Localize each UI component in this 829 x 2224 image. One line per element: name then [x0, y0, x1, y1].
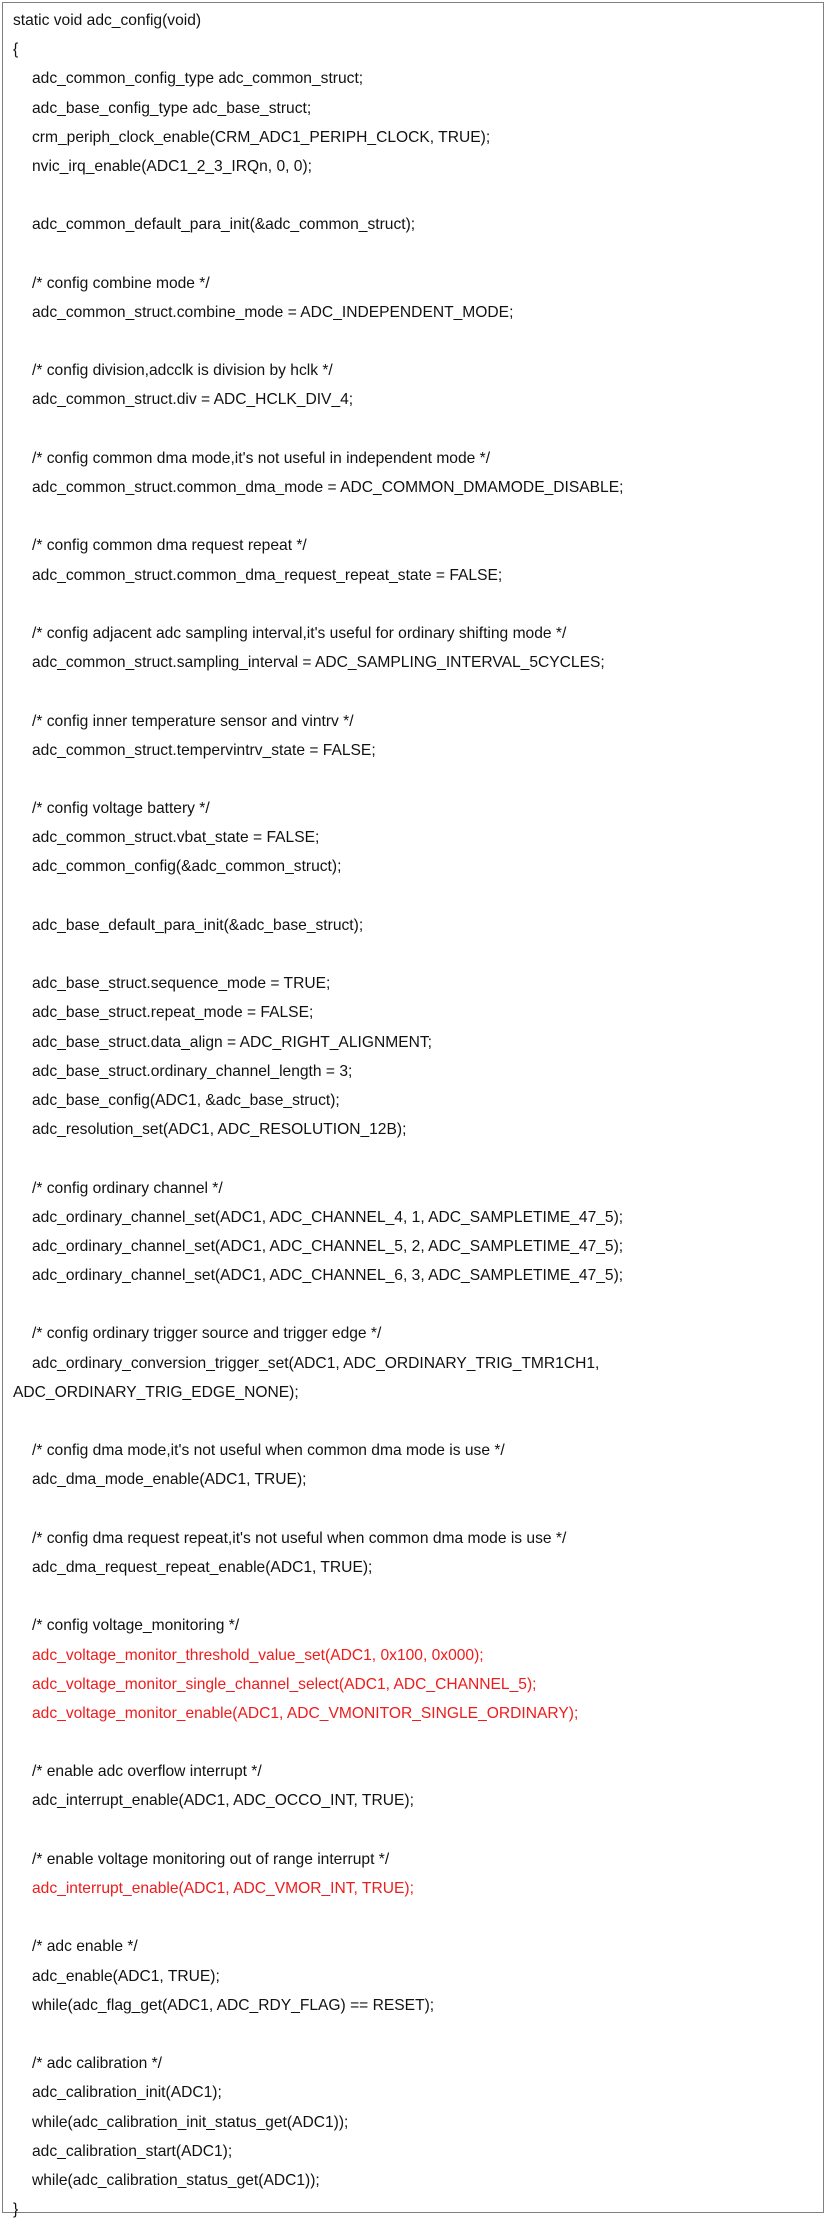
code-line	[3, 327, 823, 356]
code-line: adc_enable(ADC1, TRUE);	[32, 1967, 220, 1985]
code-line: adc_common_struct.sampling_interval = ADC_SAMPLING_INTERVAL_5CYCLES;	[32, 654, 605, 672]
code-line	[3, 1816, 823, 1845]
code-line: while(adc_flag_get(ADC1, ADC_RDY_FLAG) == RESET);	[32, 1996, 435, 2014]
code-line: /* config voltage_monitoring */	[32, 1617, 240, 1635]
code-line: adc_resolution_set(ADC1, ADC_RESOLUTION_12B);	[32, 1121, 407, 1139]
code-line: /* enable voltage monitoring out of range interrupt */	[32, 1850, 390, 1868]
code-line-highlighted: adc_voltage_monitor_single_channel_select(ADC1, ADC_CHANNEL_5);	[32, 1675, 537, 1693]
code-line: nvic_irq_enable(ADC1_2_3_IRQn, 0, 0);	[32, 157, 312, 175]
code-line: adc_common_struct.common_dma_request_repeat_state = FALSE;	[32, 566, 503, 584]
code-lines	[3, 6, 823, 2224]
code-line: /* config inner temperature sensor and vintrv */	[32, 712, 354, 730]
code-line: /* config common dma mode,it's not useful in independent mode */	[32, 449, 491, 467]
code-line: adc_common_struct.combine_mode = ADC_INDEPENDENT_MODE;	[32, 303, 514, 321]
code-line: /* config dma mode,it's not useful when common dma mode is use */	[32, 1442, 505, 1460]
code-line: adc_common_struct.common_dma_mode = ADC_COMMON_DMAMODE_DISABLE;	[32, 479, 624, 496]
code-line: adc_common_config_type adc_common_struct;	[32, 70, 364, 88]
code-line: /* config adjacent adc sampling interval,it's useful for ordinary shifting mode */	[32, 624, 567, 642]
code-line: adc_ordinary_channel_set(ADC1, ADC_CHANNEL_4, 1, ADC_SAMPLETIME_47_5);	[32, 1208, 624, 1226]
code-line: adc_base_struct.ordinary_channel_length = 3;	[32, 1062, 353, 1080]
code-line: /* config common dma request repeat */	[32, 537, 307, 555]
code-line: adc_common_struct.div = ADC_HCLK_DIV_4;	[32, 391, 354, 409]
code-line: /* adc enable */	[32, 1938, 138, 1956]
code-line	[3, 590, 823, 619]
code-line-highlighted: adc_interrupt_enable(ADC1, ADC_VMOR_INT, TRUE);	[32, 1880, 414, 1897]
code-line-highlighted: adc_voltage_monitor_enable(ADC1, ADC_VMONITOR_SINGLE_ORDINARY);	[32, 1704, 579, 1722]
code-line	[3, 502, 823, 531]
code-line: adc_common_struct.vbat_state = FALSE;	[32, 829, 320, 847]
code-line	[3, 1582, 823, 1611]
code-line: /* config ordinary trigger source and trigger edge */	[32, 1325, 382, 1343]
code-line: ADC_ORDINARY_TRIG_EDGE_NONE);	[13, 1383, 299, 1401]
code-line: /* config dma request repeat,it's not useful when common dma mode is use */	[32, 1529, 567, 1547]
code-line	[3, 181, 823, 210]
code-line	[3, 1903, 823, 1932]
code-line: adc_calibration_init(ADC1);	[32, 2084, 222, 2102]
code-line: adc_common_struct.tempervintrv_state = FALSE;	[32, 741, 376, 759]
code-line-highlighted: adc_voltage_monitor_threshold_value_set(ADC1, 0x100, 0x000);	[32, 1646, 484, 1664]
code-line: adc_calibration_start(ADC1);	[32, 2142, 233, 2160]
code-line: adc_ordinary_channel_set(ADC1, ADC_CHANNEL_6, 3, ADC_SAMPLETIME_47_5);	[32, 1267, 624, 1285]
code-line	[3, 1290, 823, 1319]
code-line	[3, 1144, 823, 1173]
code-line: adc_base_config(ADC1, &adc_base_struct);	[32, 1091, 340, 1109]
code-line: {	[13, 41, 19, 59]
code-line: /* config ordinary channel */	[32, 1179, 223, 1197]
code-line	[3, 1407, 823, 1436]
code-line	[3, 240, 823, 269]
code-line: adc_ordinary_conversion_trigger_set(ADC1, ADC_ORDINARY_TRIG_TMR1CH1,	[32, 1354, 600, 1372]
code-line: adc_base_struct.data_align = ADC_RIGHT_ALIGNMENT;	[32, 1033, 432, 1051]
code-block	[2, 2, 824, 2219]
code-line: adc_base_struct.sequence_mode = TRUE;	[32, 975, 331, 993]
code-line	[3, 1728, 823, 1757]
code-line: }	[13, 2201, 19, 2219]
code-line: /* config division,adcclk is division by hclk */	[32, 362, 333, 380]
code-line: adc_dma_request_repeat_enable(ADC1, TRUE);	[32, 1558, 373, 1576]
code-line: static void adc_config(void)	[13, 12, 202, 29]
code-line: adc_interrupt_enable(ADC1, ADC_OCCO_INT, TRUE);	[32, 1792, 414, 1810]
code-line: adc_base_default_para_init(&adc_base_struct);	[32, 916, 364, 934]
code-line	[3, 415, 823, 444]
code-line	[3, 1495, 823, 1524]
code-line: adc_ordinary_channel_set(ADC1, ADC_CHANNEL_5, 2, ADC_SAMPLETIME_47_5);	[32, 1237, 624, 1255]
code-line: adc_dma_mode_enable(ADC1, TRUE);	[32, 1471, 307, 1489]
code-line	[3, 882, 823, 911]
code-line: /* config combine mode */	[32, 274, 210, 292]
code-line: /* enable adc overflow interrupt */	[32, 1763, 262, 1781]
code-line: while(adc_calibration_init_status_get(ADC1));	[32, 2113, 349, 2131]
code-line	[3, 2020, 823, 2049]
code-line	[3, 940, 823, 969]
code-line: adc_base_config_type adc_base_struct;	[32, 99, 312, 117]
code-line: adc_base_struct.repeat_mode = FALSE;	[32, 1004, 314, 1022]
code-line: while(adc_calibration_status_get(ADC1));	[32, 2171, 320, 2189]
code-line: crm_periph_clock_enable(CRM_ADC1_PERIPH_CLOCK, TRUE);	[32, 128, 491, 146]
code-line: adc_common_config(&adc_common_struct);	[32, 858, 342, 876]
code-line	[3, 677, 823, 706]
code-line: /* config voltage battery */	[32, 800, 210, 818]
code-line: adc_common_default_para_init(&adc_common_struct);	[32, 216, 416, 234]
code-line: /* adc calibration */	[32, 2055, 163, 2073]
code-line	[3, 765, 823, 794]
